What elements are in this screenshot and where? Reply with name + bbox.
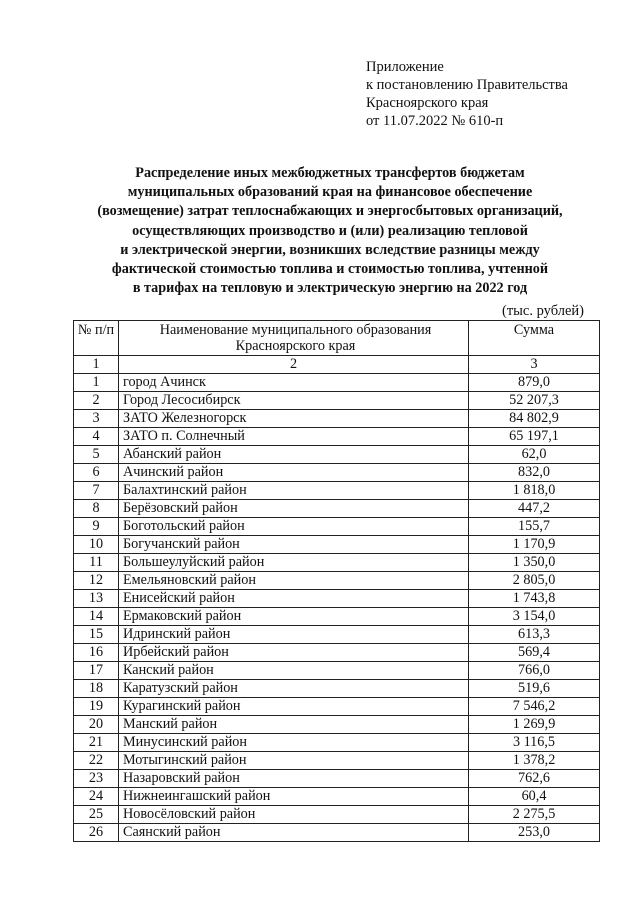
row-number: 15 — [74, 626, 119, 644]
table-row — [74, 554, 600, 572]
header-num: № п/п — [74, 321, 119, 356]
row-municipality: ЗАТО Железногорск — [119, 410, 469, 428]
row-municipality: Идринский район — [119, 626, 469, 644]
table-row — [74, 788, 600, 806]
row-sum: 613,3 — [469, 626, 600, 644]
appendix-line: Красноярского края — [366, 95, 489, 111]
appendix-line: к постановлению Правительства — [366, 77, 568, 93]
title-line: и электрической энергии, возникших вследствие разницы между — [120, 241, 540, 258]
table-row — [74, 410, 600, 428]
table-row — [74, 662, 600, 680]
units-label: (тыс. рублей) — [502, 303, 584, 319]
row-municipality: Енисейский район — [119, 590, 469, 608]
column-index: 1 — [74, 356, 119, 374]
row-municipality: Ачинский район — [119, 464, 469, 482]
row-sum: 519,6 — [469, 680, 600, 698]
table-row — [74, 374, 600, 392]
row-sum: 62,0 — [469, 446, 600, 464]
table-row — [74, 716, 600, 734]
title-line: Распределение иных межбюджетных трансфертов бюджетам — [135, 165, 525, 181]
row-municipality: Новосёловский район — [119, 806, 469, 824]
table-row — [74, 392, 600, 410]
row-sum: 447,2 — [469, 500, 600, 518]
row-municipality: Нижнеингашский район — [119, 788, 469, 806]
table-row — [74, 752, 600, 770]
table-row — [74, 680, 600, 698]
table-row — [74, 734, 600, 752]
row-number: 1 — [74, 374, 119, 392]
row-sum: 3 116,5 — [469, 734, 600, 752]
row-municipality: Большеулуйский район — [119, 554, 469, 572]
column-index-row — [74, 356, 600, 374]
row-sum: 3 154,0 — [469, 608, 600, 626]
table-row — [74, 698, 600, 716]
row-sum: 60,4 — [469, 788, 600, 806]
row-number: 20 — [74, 716, 119, 734]
document-title — [60, 164, 600, 298]
row-municipality: Емельяновский район — [119, 572, 469, 590]
row-sum: 1 170,9 — [469, 536, 600, 554]
row-number: 10 — [74, 536, 119, 554]
row-number: 9 — [74, 518, 119, 536]
title-line: осуществляющих производство и (или) реализацию тепловой — [132, 222, 528, 239]
row-municipality: Ермаковский район — [119, 608, 469, 626]
header-row — [74, 321, 600, 356]
row-number: 13 — [74, 590, 119, 608]
table-row — [74, 482, 600, 500]
table-row — [74, 536, 600, 554]
row-sum: 1 350,0 — [469, 554, 600, 572]
row-municipality: Боготольский район — [119, 518, 469, 536]
column-index: 2 — [119, 356, 469, 374]
table-row — [74, 464, 600, 482]
row-municipality: город Ачинск — [119, 374, 469, 392]
row-sum: 2 275,5 — [469, 806, 600, 824]
row-sum: 832,0 — [469, 464, 600, 482]
row-municipality: Саянский район — [119, 824, 469, 842]
row-municipality: Ирбейский район — [119, 644, 469, 662]
row-sum: 766,0 — [469, 662, 600, 680]
row-municipality: Канский район — [119, 662, 469, 680]
row-municipality: Богучанский район — [119, 536, 469, 554]
table-body — [74, 356, 600, 842]
title-line: в тарифах на тепловую и электрическую энергию на 2022 год — [132, 280, 528, 297]
row-number: 11 — [74, 554, 119, 572]
row-sum: 1 818,0 — [469, 482, 600, 500]
row-number: 24 — [74, 788, 119, 806]
table-row — [74, 824, 600, 842]
row-number: 21 — [74, 734, 119, 752]
table-row — [74, 572, 600, 590]
row-municipality: Назаровский район — [119, 770, 469, 788]
table-row — [74, 446, 600, 464]
row-sum: 7 546,2 — [469, 698, 600, 716]
row-municipality: Абанский район — [119, 446, 469, 464]
row-number: 4 — [74, 428, 119, 446]
row-municipality: Берёзовский район — [119, 500, 469, 518]
table-header — [74, 321, 600, 356]
row-number: 8 — [74, 500, 119, 518]
row-municipality: Курагинский район — [119, 698, 469, 716]
appendix-line: от 11.07.2022 № 610-п — [366, 113, 504, 129]
table-row — [74, 608, 600, 626]
row-number: 17 — [74, 662, 119, 680]
table-row — [74, 644, 600, 662]
row-sum: 65 197,1 — [469, 428, 600, 446]
row-number: 5 — [74, 446, 119, 464]
table-row — [74, 626, 600, 644]
row-number: 7 — [74, 482, 119, 500]
row-sum: 155,7 — [469, 518, 600, 536]
transfers-table — [73, 320, 600, 842]
row-sum: 52 207,3 — [469, 392, 600, 410]
table-row — [74, 770, 600, 788]
row-municipality: Мотыгинский район — [119, 752, 469, 770]
row-municipality: Каратузский район — [119, 680, 469, 698]
row-municipality: ЗАТО п. Солнечный — [119, 428, 469, 446]
table-row — [74, 590, 600, 608]
table-row — [74, 428, 600, 446]
appendix-line: Приложение — [366, 59, 444, 75]
row-number: 26 — [74, 824, 119, 842]
row-number: 2 — [74, 392, 119, 410]
table-row — [74, 500, 600, 518]
row-sum: 1 269,9 — [469, 716, 600, 734]
appendix-header — [366, 58, 568, 130]
row-number: 3 — [74, 410, 119, 428]
row-sum: 879,0 — [469, 374, 600, 392]
row-municipality: Минусинский район — [119, 734, 469, 752]
row-sum: 1 378,2 — [469, 752, 600, 770]
row-number: 23 — [74, 770, 119, 788]
row-number: 22 — [74, 752, 119, 770]
row-number: 19 — [74, 698, 119, 716]
row-number: 12 — [74, 572, 119, 590]
row-number: 25 — [74, 806, 119, 824]
row-sum: 1 743,8 — [469, 590, 600, 608]
row-municipality: Манский район — [119, 716, 469, 734]
row-sum: 84 802,9 — [469, 410, 600, 428]
title-line: (возмещение) затрат теплоснабжающих и энергосбытовых организаций, — [97, 203, 563, 220]
row-sum: 569,4 — [469, 644, 600, 662]
row-sum: 762,6 — [469, 770, 600, 788]
title-line: муниципальных образований края на финансовое обеспечение — [127, 184, 533, 201]
table-row — [74, 518, 600, 536]
column-index: 3 — [469, 356, 600, 374]
row-sum: 253,0 — [469, 824, 600, 842]
row-number: 18 — [74, 680, 119, 698]
row-sum: 2 805,0 — [469, 572, 600, 590]
row-municipality: Город Лесосибирск — [119, 392, 469, 410]
title-line: фактической стоимостью топлива и стоимостью топлива, учтенной — [111, 261, 549, 278]
header-name: Наименование муниципального образования Красноярского края — [119, 321, 469, 356]
row-number: 16 — [74, 644, 119, 662]
table-row — [74, 806, 600, 824]
header-sum: Сумма — [469, 321, 600, 356]
row-number: 14 — [74, 608, 119, 626]
row-number: 6 — [74, 464, 119, 482]
row-municipality: Балахтинский район — [119, 482, 469, 500]
